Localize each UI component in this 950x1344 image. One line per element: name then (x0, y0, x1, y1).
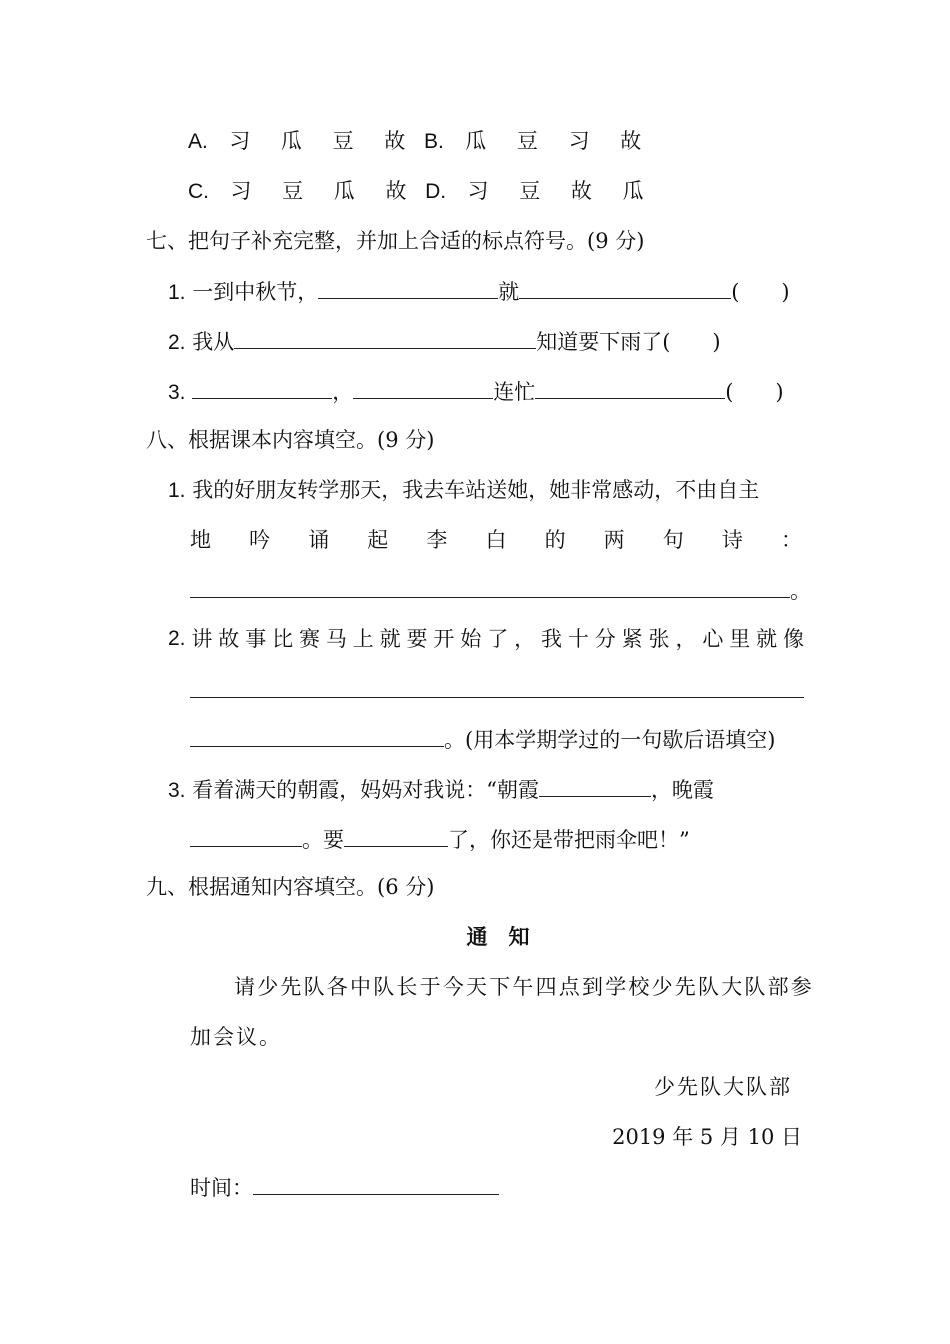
notice-title: 通 知 (466, 924, 530, 949)
option-a-char: 故 (384, 129, 406, 153)
item-number: 1. (168, 281, 186, 304)
q8-item-1-line1 (168, 475, 759, 506)
item-text: 知道要下雨了 (536, 330, 663, 354)
q8-item-1-line2 (190, 525, 802, 555)
spaced-char: 里 (729, 627, 751, 651)
section-heading-7: 七、把句子补充完整，并加上合适的标点符号。(9 分) (146, 229, 645, 253)
option-row-ab (188, 126, 642, 157)
spaced-char: 像 (783, 627, 804, 651)
q8-item-1-answer-line (190, 575, 811, 606)
item-text: 连忙 (493, 380, 536, 404)
answer-blank[interactable] (353, 376, 493, 399)
option-d-char: 瓜 (622, 179, 644, 203)
answer-blank[interactable] (519, 276, 731, 299)
notice-date: 2019 年 5 月 10 日 (612, 1125, 802, 1149)
item-text: 我的好朋友转学那天，我去车站送她，她非常感动，不由自主 (192, 478, 760, 502)
spaced-char: ： (780, 528, 802, 552)
item-text: 。 (790, 579, 811, 603)
item-text: 。要 (302, 828, 344, 852)
q7-item-1 (168, 276, 790, 308)
spaced-char: 白 (485, 528, 507, 552)
q7-item-2 (168, 326, 721, 358)
item-number: 2. (168, 331, 186, 354)
spaced-char: 赛 (298, 627, 320, 651)
q7-item-3 (168, 376, 784, 408)
item-text: ， (332, 380, 354, 404)
spaced-char: 地 (190, 528, 211, 552)
spaced-char: 分 (594, 627, 616, 651)
spaced-char: 比 (272, 627, 294, 651)
spaced-char: 要 (406, 627, 428, 651)
option-a-char: 豆 (332, 129, 354, 153)
spaced-char: 紧 (621, 627, 643, 651)
option-b-char: 故 (620, 129, 642, 153)
spaced-char: ， (675, 627, 697, 651)
item-text: ，晚霞 (650, 778, 714, 802)
spaced-char: 开 (433, 627, 455, 651)
item-number: 3. (168, 779, 186, 802)
section-heading-9: 九、根据通知内容填空。(6 分) (146, 875, 435, 899)
option-b-char: 豆 (516, 129, 538, 153)
spaced-char: 吟 (249, 528, 271, 552)
option-a-label: A. (188, 130, 208, 153)
spaced-char: ， (514, 627, 536, 651)
option-b-char: 习 (568, 129, 590, 153)
time-field-row (190, 1172, 499, 1203)
spaced-char: 心 (702, 627, 724, 651)
spaced-char: 就 (379, 627, 401, 651)
answer-blank[interactable] (318, 276, 498, 299)
item-number: 1. (168, 479, 186, 502)
spaced-char: 故 (218, 627, 240, 651)
item-text: 一到中秋节， (192, 280, 319, 304)
spaced-char: 上 (352, 627, 374, 651)
option-b-label: B. (423, 130, 444, 153)
spaced-char: 李 (426, 528, 448, 552)
option-a-char: 习 (229, 129, 251, 153)
q8-item-2-note-line (190, 724, 775, 755)
option-c-label: C. (188, 180, 209, 203)
answer-blank[interactable] (190, 575, 790, 598)
notice-body-line2: 加会议。 (190, 1025, 282, 1049)
answer-blank[interactable] (535, 376, 725, 399)
punctuation-paren[interactable]: ( ) (725, 380, 784, 404)
option-c-char: 习 (230, 179, 252, 203)
option-c-char: 瓜 (333, 179, 355, 203)
punctuation-paren[interactable]: ( ) (662, 330, 721, 354)
spaced-char: 讲 (191, 627, 213, 651)
option-d-label: D. (425, 180, 447, 203)
item-note: 。(用本学期学过的一句歇后语填空) (444, 728, 776, 752)
q8-item-3-line2 (190, 824, 690, 855)
q8-item-3-line1 (168, 774, 714, 806)
option-d-char: 豆 (519, 179, 541, 203)
spaced-char: 十 (567, 627, 589, 651)
time-answer-blank[interactable] (253, 1172, 499, 1195)
option-c-char: 豆 (282, 179, 304, 203)
answer-blank[interactable] (192, 376, 332, 399)
punctuation-paren[interactable]: ( ) (731, 280, 790, 304)
spaced-char: 诗 (721, 528, 743, 552)
option-d-char: 习 (467, 179, 489, 203)
spaced-char: 张 (648, 627, 670, 651)
spaced-char: 句 (662, 528, 684, 552)
answer-blank[interactable] (234, 326, 536, 349)
spaced-char: 了 (487, 627, 509, 651)
answer-blank[interactable] (344, 824, 448, 847)
item-text: 看着满天的朝霞，妈妈对我说：“朝霞 (192, 778, 539, 802)
option-a-char: 瓜 (280, 129, 302, 153)
answer-blank[interactable] (190, 724, 444, 747)
item-number: 2. (168, 627, 186, 650)
section-heading-8: 八、根据课本内容填空。(9 分) (146, 428, 435, 452)
option-d-char: 故 (570, 179, 592, 203)
notice-body-line1: 请少先队各中队长于今天下午四点到学校少先队大队部参 (234, 975, 814, 999)
option-b-char: 瓜 (465, 129, 487, 153)
spaced-char: 我 (540, 627, 562, 651)
item-number: 3. (168, 381, 186, 404)
q8-item-2-line1 (168, 624, 804, 654)
answer-blank[interactable] (190, 824, 302, 847)
time-label: 时间： (190, 1176, 253, 1200)
item-text: 就 (498, 280, 520, 304)
notice-signature: 少先队大队部 (654, 1075, 792, 1099)
spaced-char: 就 (756, 627, 778, 651)
spaced-char: 马 (325, 627, 347, 651)
spaced-char: 诵 (308, 528, 330, 552)
spaced-char: 始 (460, 627, 482, 651)
answer-blank[interactable] (190, 675, 804, 698)
spaced-char: 的 (544, 528, 566, 552)
option-row-cd (188, 176, 644, 207)
item-text: 我从 (192, 330, 235, 354)
answer-blank[interactable] (539, 774, 651, 797)
spaced-char: 起 (367, 528, 389, 552)
option-c-char: 故 (385, 179, 407, 203)
item-text: 了，你还是带把雨伞吧！” (448, 828, 690, 852)
q8-item-2-answer-line (190, 675, 804, 706)
spaced-char: 两 (603, 528, 625, 552)
spaced-char: 事 (245, 627, 267, 651)
